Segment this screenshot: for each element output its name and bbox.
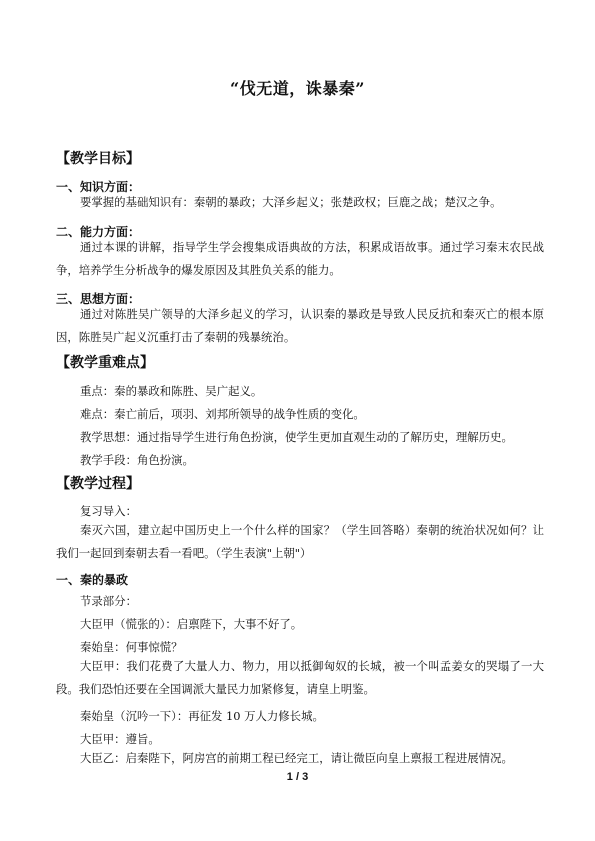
page-number: 1 / 3: [286, 771, 309, 783]
teaching-idea: 教学思想：通过指导学生进行角色扮演，使学生更加直观生动的了解历史，理解历史。: [80, 430, 513, 444]
document-title: “伐无道，诛暴秦”: [230, 79, 365, 98]
part-heading-qin-tyranny: 一、秦的暴政: [56, 573, 129, 587]
dialogue-line: 秦始皇：何事惊慌？: [80, 640, 183, 654]
thought-heading: 三、思想方面：: [56, 292, 141, 306]
dialogue-line: 大臣乙：启秦陛下，阿房宫的前期工程已经完工，请让微臣向皇上禀报工程进展情况。: [80, 751, 513, 765]
ability-paragraph: 通过本课的讲解，指导学生学会搜集成语典故的方法，积累成语故事。通过学习秦末农民战争，培养学生分析战争的爆发原因及其胜负关系的能力。: [56, 240, 544, 277]
section-heading-goals: 【教学目标】: [56, 151, 140, 167]
key-point-difficulty: 难点：秦亡前后，项羽、刘邦所领导的战争性质的变化。: [80, 407, 365, 421]
dialogue-line: 大臣甲（慌张的）：启禀陛下，大事不好了。: [80, 617, 303, 631]
ability-heading: 二、能力方面：: [56, 225, 141, 239]
excerpt-label: 节录部分：: [80, 594, 137, 608]
knowledge-paragraph: 要掌握的基础知识有：秦朝的暴政；大泽乡起义；张楚政权；巨鹿之战；楚汉之争。: [80, 195, 502, 209]
dialogue-line: 秦始皇（沉吟一下）：再征发 10 万人力修长城。: [80, 709, 324, 723]
intro-paragraph: 秦灭六国，建立起中国历史上一个什么样的国家？（学生回答略）秦朝的统治状况如何？让我们一起回到秦朝去看一看吧。（学生表演"上朝"）: [56, 523, 544, 560]
knowledge-heading: 一、知识方面：: [56, 180, 141, 194]
dialogue-paragraph: 大臣甲：我们花费了大量人力、物力，用以抵御匈奴的长城，被一个叫孟姜女的哭塌了一大段。我们恐怕还要在全国调派大量民力加紧修复，请皇上明鉴。: [56, 659, 544, 696]
review-intro-label: 复习导入：: [80, 504, 137, 518]
dialogue-line: 大臣甲：遵旨。: [80, 732, 160, 746]
key-point-focus: 重点：秦的暴政和陈胜、吴广起义。: [80, 384, 263, 398]
section-heading-key-points: 【教学重难点】: [56, 355, 154, 371]
thought-paragraph: 通过对陈胜吴广领导的大泽乡起义的学习，认识秦的暴政是导致人民反抗和秦灭亡的根本原因，陈胜吴广起义沉重打击了秦朝的残暴统治。: [56, 307, 544, 344]
teaching-means: 教学手段：角色扮演。: [80, 453, 194, 467]
section-heading-process: 【教学过程】: [56, 476, 140, 492]
